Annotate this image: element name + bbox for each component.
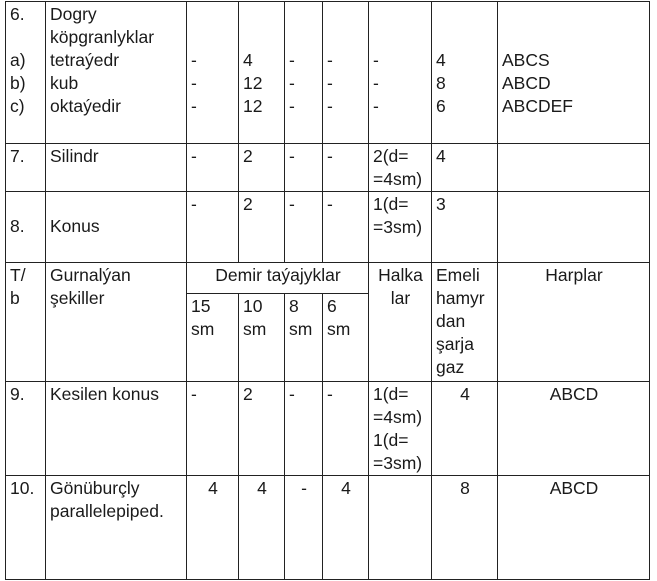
- header-text: hamyr: [436, 288, 485, 308]
- value: -: [323, 144, 369, 192]
- value: -: [285, 382, 323, 476]
- header-rod-8: [285, 294, 323, 382]
- rings-cell: [369, 382, 432, 476]
- sub-label: c): [10, 96, 25, 116]
- value: 3: [432, 192, 498, 263]
- value: -: [323, 192, 369, 263]
- header-rods: Demir taýajyklar: [187, 263, 369, 294]
- letters-cell: [498, 2, 650, 144]
- header-shapes: [46, 263, 187, 382]
- value: =3sm): [373, 453, 423, 473]
- sub-label: b): [10, 73, 26, 93]
- header-text: lar: [390, 288, 411, 308]
- value: 2: [239, 192, 285, 263]
- header-text: Gurnalýan: [50, 265, 131, 285]
- value: [498, 192, 650, 263]
- table-header-row: [6, 263, 650, 294]
- shape-name: parallelepiped.: [50, 501, 164, 521]
- value: ABCD: [498, 382, 650, 476]
- value: 4: [432, 382, 498, 476]
- value: -: [289, 96, 295, 116]
- header-text: Emeli: [436, 265, 480, 285]
- value: -: [285, 192, 323, 263]
- shape-item: oktaýedir: [50, 96, 122, 116]
- value: -: [373, 50, 379, 70]
- value: -: [187, 382, 239, 476]
- shape-name: Silindr: [46, 144, 187, 192]
- value: [498, 144, 650, 192]
- value: ABCD: [498, 476, 650, 580]
- table-row: [6, 144, 650, 192]
- row-number: 10.: [6, 476, 46, 580]
- value: 2(d=: [373, 146, 409, 166]
- value: -: [285, 144, 323, 192]
- table-row: [6, 382, 650, 476]
- value: -: [191, 50, 197, 70]
- header-text: b: [10, 288, 20, 308]
- value: =4sm): [373, 169, 423, 189]
- rod-10-cell: [239, 2, 285, 144]
- header-rod-15: [187, 294, 239, 382]
- header-text: sm: [243, 319, 267, 339]
- value: 4: [323, 476, 369, 580]
- header-text: sm: [289, 319, 313, 339]
- shape-title: Dogry: [50, 4, 97, 24]
- value: ABCS: [502, 50, 550, 70]
- rings-cell: [369, 192, 432, 263]
- sub-label: a): [10, 50, 26, 70]
- value: 4: [239, 476, 285, 580]
- header-text: 10: [243, 296, 263, 316]
- value: 1(d=: [373, 194, 409, 214]
- value: =4sm): [373, 407, 423, 427]
- value: 8: [436, 73, 446, 93]
- table-row: [6, 192, 650, 263]
- header-text: 6: [327, 296, 337, 316]
- value: -: [323, 382, 369, 476]
- header-text: gaz: [436, 357, 465, 377]
- value: 4: [187, 476, 239, 580]
- value: 12: [243, 73, 263, 93]
- header-rod-10: [239, 294, 285, 382]
- value: -: [327, 73, 333, 93]
- value: -: [191, 73, 197, 93]
- header-text: sm: [327, 319, 351, 339]
- value: =3sm): [373, 217, 423, 237]
- rings-cell: [369, 144, 432, 192]
- value: -: [289, 50, 295, 70]
- value: [369, 476, 432, 580]
- value: 12: [243, 96, 263, 116]
- shape-name: Kesilen konus: [46, 382, 187, 476]
- shape-item: kub: [50, 73, 79, 93]
- value: 8: [432, 476, 498, 580]
- header-tb: [6, 263, 46, 382]
- row-number: 7.: [6, 144, 46, 192]
- header-rings: [369, 263, 432, 382]
- row-number-cell: [6, 2, 46, 144]
- row-number: 8.: [10, 216, 25, 236]
- shape-name: Gönüburçly: [50, 478, 140, 498]
- header-dough: [432, 263, 498, 382]
- table-row: [6, 476, 650, 580]
- shape-name-cell: [46, 192, 187, 263]
- header-text: Halka: [378, 265, 423, 285]
- value: -: [373, 96, 379, 116]
- value: -: [373, 73, 379, 93]
- header-text: 8: [289, 296, 299, 316]
- shape-name: Konus: [50, 216, 100, 236]
- value: 2: [239, 144, 285, 192]
- value: -: [187, 144, 239, 192]
- value: -: [191, 96, 197, 116]
- row-number: 6.: [10, 4, 25, 24]
- value: -: [289, 73, 295, 93]
- row-number: 9.: [6, 382, 46, 476]
- header-text: 15: [191, 296, 211, 316]
- shape-name-cell: [46, 476, 187, 580]
- header-text: dan: [436, 311, 466, 331]
- value: -: [187, 192, 239, 263]
- value: ABCD: [502, 73, 551, 93]
- value: -: [285, 476, 323, 580]
- value: -: [327, 96, 333, 116]
- header-text: T/: [10, 265, 26, 285]
- value: -: [327, 50, 333, 70]
- value: 1(d=: [373, 430, 409, 450]
- value: 1(d=: [373, 384, 409, 404]
- header-letters: Harplar: [498, 263, 650, 382]
- shape-title: köpgranlyklar: [50, 27, 155, 47]
- value: ABCDEF: [502, 96, 573, 116]
- shape-item: tetraýedr: [50, 50, 120, 70]
- shape-name-cell: [46, 2, 187, 144]
- rod-6-cell: [323, 2, 369, 144]
- header-text: şarja: [436, 334, 474, 354]
- materials-table: [5, 1, 650, 580]
- header-text: şekiller: [50, 288, 105, 308]
- value: 4: [436, 50, 446, 70]
- header-rod-6: [323, 294, 369, 382]
- header-text: sm: [191, 319, 215, 339]
- value: 4: [432, 144, 498, 192]
- value: 2: [239, 382, 285, 476]
- dough-cell: [432, 2, 498, 144]
- rod-8-cell: [285, 2, 323, 144]
- rings-cell: [369, 2, 432, 144]
- row-number-cell: [6, 192, 46, 263]
- table-row: [6, 2, 650, 144]
- rod-15-cell: [187, 2, 239, 144]
- value: 6: [436, 96, 446, 116]
- value: 4: [243, 50, 253, 70]
